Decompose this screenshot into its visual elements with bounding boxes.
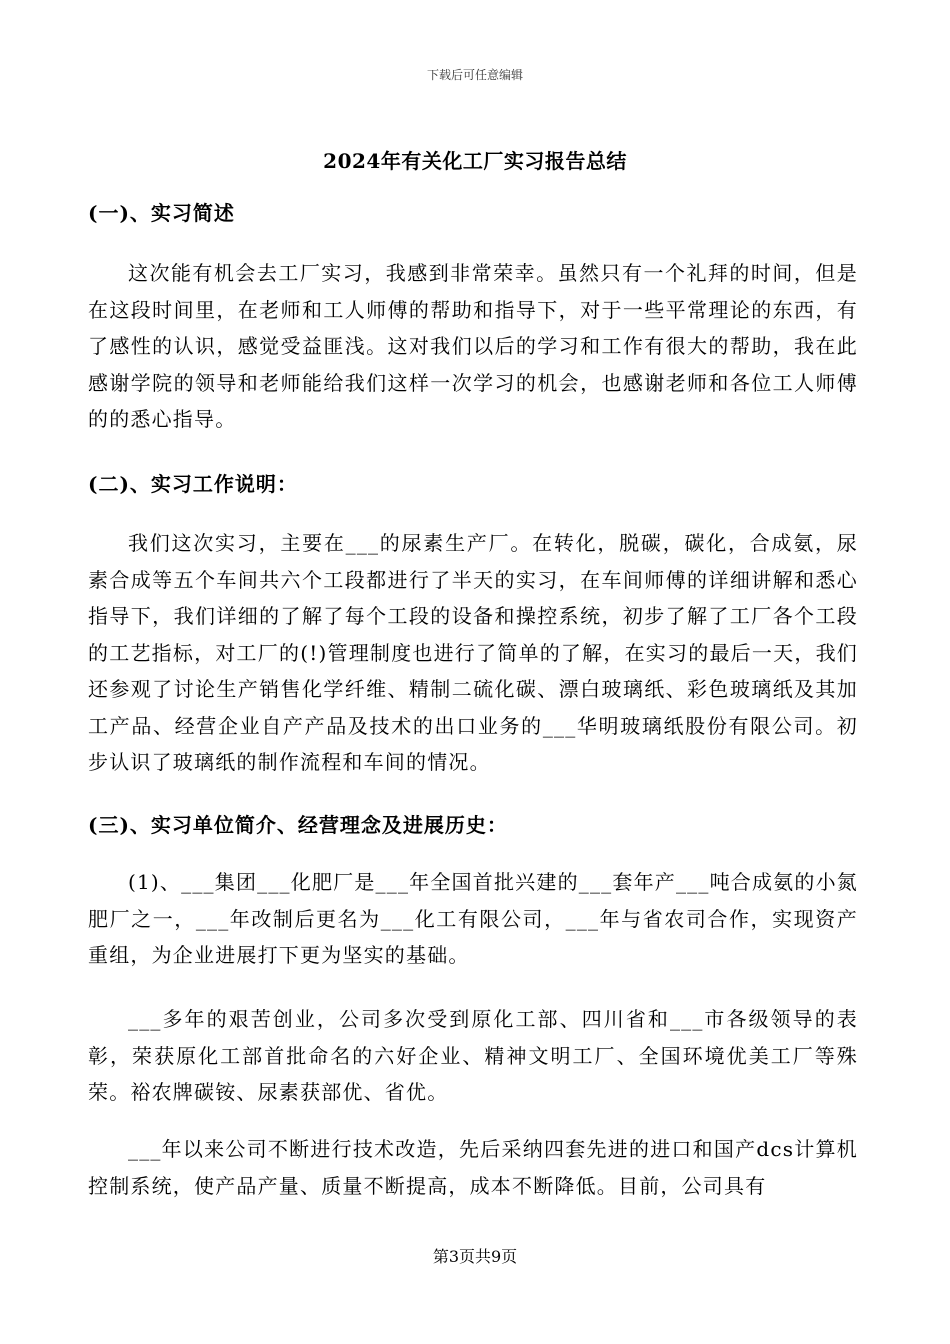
document-title: 2024年有关化工厂实习报告总结 (323, 149, 627, 173)
section-heading: (三)、实习单位简介、经营理念及进展历史： (88, 813, 508, 837)
section-3-para-1 (88, 864, 858, 974)
paragraph: 我们这次实习，主要在___的尿素生产厂。在转化，脱碳，碳化，合成氨，尿素合成等五个车间共六个工段都进行了半天的实习，在车间师傅的详细讲解和悉心指导下，我们详细的了解了每个工段的设备和操控系统，初步了解了工厂各个工段的工艺指标，对工厂的(!)管理制度也进行了简单的了解，在实习的最后一天，我们还参观了讨论生产销售化学纤维、精制二硫化碳、漂白玻璃纸、彩色玻璃纸及其加工产品、经营企业自产产品及技术的出口业务的___华明玻璃纸股份有限公司。初步认识了玻璃纸的制作流程和车间的情况。 (88, 531, 858, 774)
section-3-para-3 (88, 1131, 858, 1204)
paragraph: ___年以来公司不断进行技术改造，先后采纳四套先进的进口和国产dcs计算机控制系统，使产品产量、质量不断提高，成本不断降低。目前，公司具有 (88, 1137, 858, 1198)
page-footer: 第3页共9页 (432, 1247, 518, 1266)
section-1-heading-block (88, 197, 858, 226)
section-heading: (一)、实习简述 (88, 201, 235, 225)
section-1-body (88, 255, 858, 438)
section-3-para-2 (88, 1001, 858, 1111)
paragraph: 这次能有机会去工厂实习，我感到非常荣幸。虽然只有一个礼拜的时间，但是在这段时间里，在老师和工人师傅的帮助和指导下，对于一些平常理论的东西，有了感性的认识，感觉受益匪浅。这对我们以后的学习和工作有很大的帮助，我在此感谢学院的领导和老师能给我们这样一次学习的机会，也感谢老师和各位工人师傅的的悉心指导。 (88, 261, 858, 431)
section-2-heading-block (88, 468, 858, 497)
paragraph: ___多年的艰苦创业，公司多次受到原化工部、四川省和___市各级领导的表彰，荣获原化工部首批命名的六好企业、精神文明工厂、全国环境优美工厂等殊荣。裕农牌碳铵、尿素获部优、省优。 (88, 1007, 858, 1104)
header-note: 下载后可任意编辑 (426, 68, 523, 82)
section-heading: (二)、实习工作说明： (88, 472, 298, 496)
paragraph: (1)、___集团___化肥厂是___年全国首批兴建的___套年产___吨合成氨的小氮肥厂之一，___年改制后更名为___化工有限公司，___年与省农司合作，实现资产重组，为企业进展打下更为坚实的基础。 (88, 870, 858, 967)
section-3-heading-block (88, 809, 858, 838)
section-2-body (88, 525, 858, 781)
